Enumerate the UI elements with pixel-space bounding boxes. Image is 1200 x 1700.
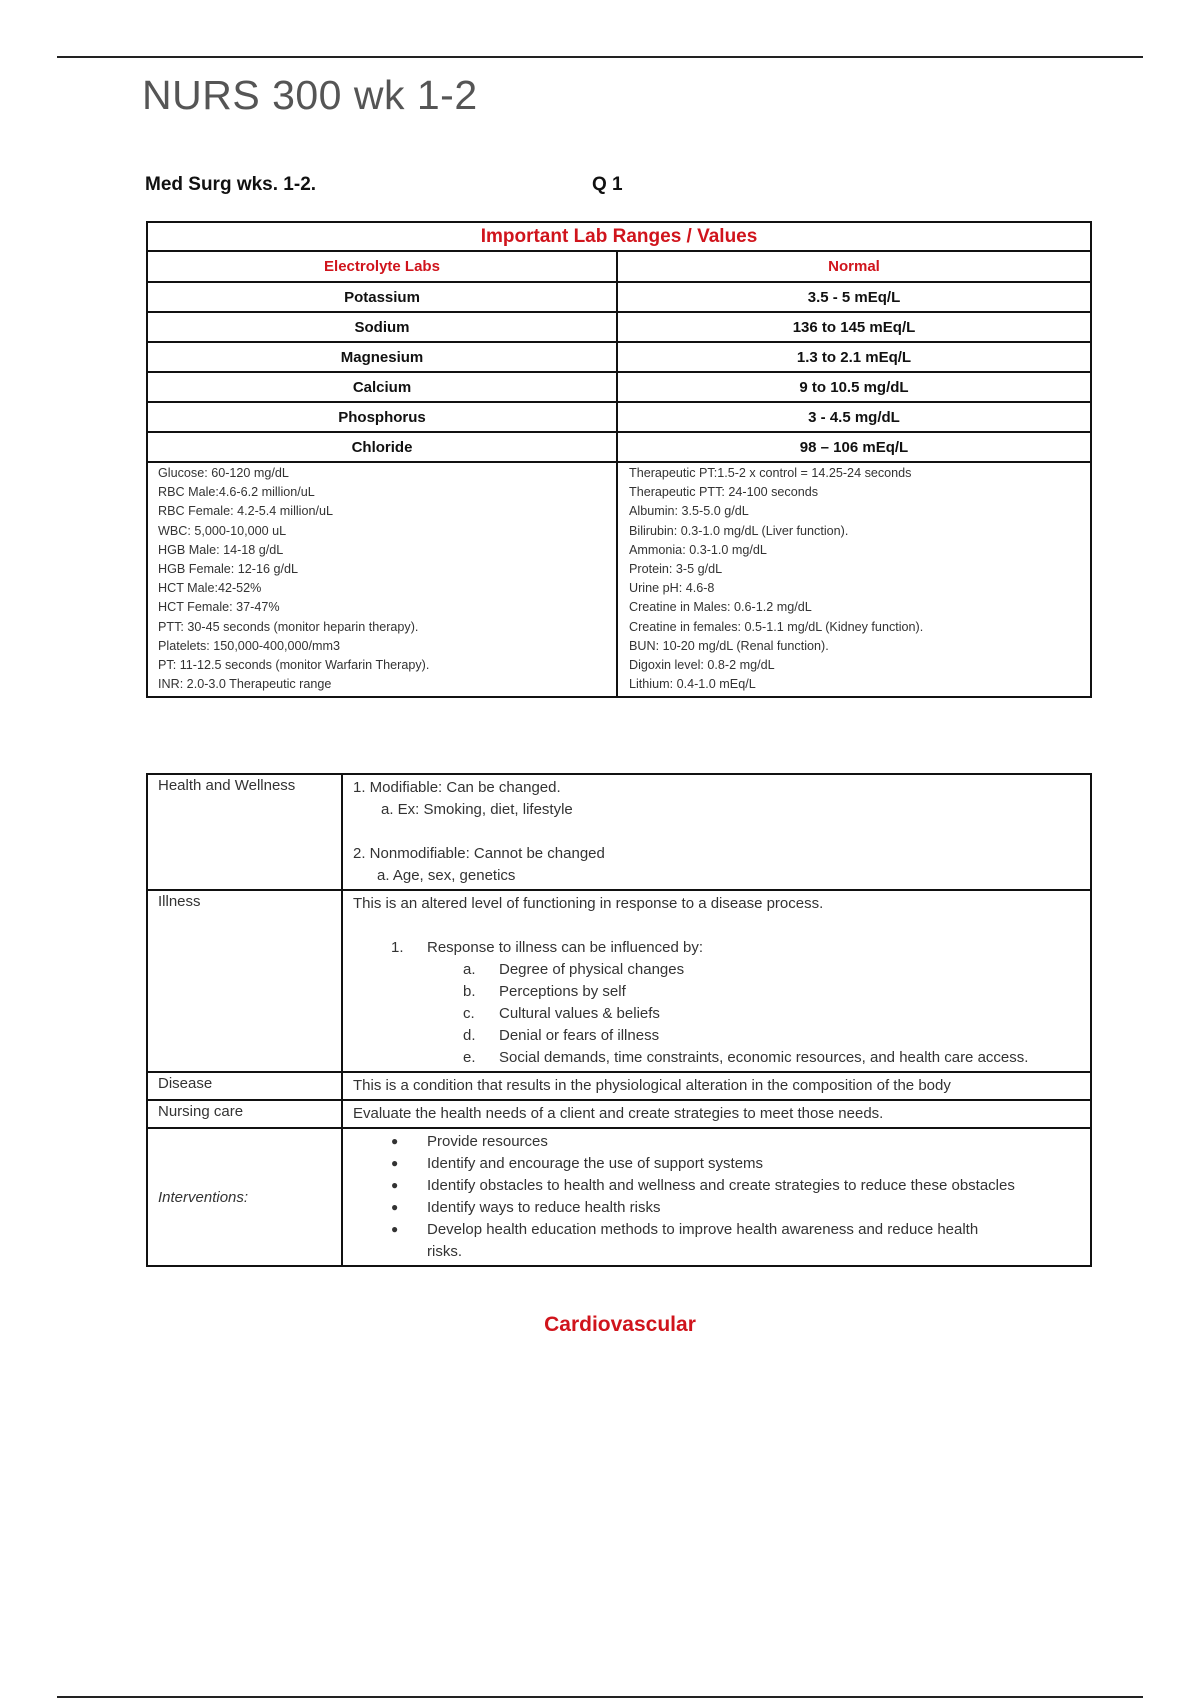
list-item: Albumin: 3.5-5.0 g/dL <box>629 504 749 519</box>
list-item: INR: 2.0-3.0 Therapeutic range <box>158 677 332 692</box>
list-item: a. Age, sex, genetics <box>377 867 516 884</box>
bullet-icon: ● <box>391 1222 399 1236</box>
list-item: HGB Male: 14-18 g/dL <box>158 542 284 557</box>
electrolyte-value: 3 - 4.5 mg/dL <box>617 402 1091 432</box>
definition-interventions <box>342 1128 1091 1266</box>
list-item-continuation: risks. <box>427 1243 462 1260</box>
list-item: HGB Female: 12-16 g/dL <box>158 562 299 577</box>
list-text: Response to illness can be influenced by: <box>427 939 704 956</box>
top-rule <box>57 56 1143 58</box>
list-item <box>353 1025 1080 1047</box>
list-item: Creatine in females: 0.5-1.1 mg/dL (Kidney function). <box>629 619 924 634</box>
term-interventions: Interventions: <box>147 1128 342 1266</box>
list-item <box>353 1003 1080 1025</box>
table-row <box>147 282 1091 312</box>
list-item: Digoxin level: 0.8-2 mg/dL <box>629 658 775 673</box>
electrolyte-value: 1.3 to 2.1 mEq/L <box>617 342 1091 372</box>
list-item: Urine pH: 4.6-8 <box>629 581 715 596</box>
electrolyte-value: 3.5 - 5 mEq/L <box>617 282 1091 312</box>
list-item: Ammonia: 0.3-1.0 mg/dL <box>629 542 767 557</box>
electrolyte-value: 9 to 10.5 mg/dL <box>617 372 1091 402</box>
list-letter: c. <box>463 1005 475 1022</box>
table-row <box>147 1128 1091 1266</box>
table-row <box>147 312 1091 342</box>
list-text: Identify ways to reduce health risks <box>427 1199 661 1216</box>
list-item <box>353 1219 1080 1241</box>
chemistry-lab-values-list <box>617 462 1091 697</box>
lab-ranges-table <box>146 221 1092 698</box>
list-item <box>353 1197 1080 1219</box>
column-header-electrolyte: Electrolyte Labs <box>147 251 617 282</box>
list-text: Identify and encourage the use of support systems <box>427 1155 764 1172</box>
list-item <box>353 1047 1080 1069</box>
definition-illness <box>342 890 1091 1072</box>
table-row <box>147 432 1091 462</box>
nursing-care-definition: Evaluate the health needs of a client and create strategies to meet those needs. <box>353 1105 884 1122</box>
definition-disease <box>342 1072 1091 1100</box>
list-item: Glucose: 60-120 mg/dL <box>158 466 289 480</box>
list-number: 1. <box>391 939 404 956</box>
term-illness: Illness <box>147 890 342 1072</box>
list-item <box>353 981 1080 1003</box>
list-text: Cultural values & beliefs <box>499 1005 660 1022</box>
blood-lab-values-list <box>147 462 617 697</box>
table-row <box>147 890 1091 1072</box>
column-header-normal: Normal <box>617 251 1091 282</box>
table-row <box>147 342 1091 372</box>
list-letter: b. <box>463 983 476 1000</box>
list-item: WBC: 5,000-10,000 uL <box>158 523 287 538</box>
list-item: PT: 11-12.5 seconds (monitor Warfarin Therapy). <box>158 658 430 673</box>
table-row <box>147 372 1091 402</box>
document-title: NURS 300 wk 1-2 <box>142 72 478 118</box>
list-item: Lithium: 0.4-1.0 mEq/L <box>629 677 756 692</box>
list-item: HCT Female: 37-47% <box>158 600 280 615</box>
lab-table-title: Important Lab Ranges / Values <box>147 222 1091 251</box>
table-row <box>147 774 1091 890</box>
term-disease: Disease <box>147 1072 342 1100</box>
table-row <box>147 1100 1091 1128</box>
electrolyte-value: 98 – 106 mEq/L <box>617 432 1091 462</box>
list-letter: e. <box>463 1049 476 1066</box>
illness-definition: This is an altered level of functioning in response to a disease process. <box>353 895 824 912</box>
bottom-rule <box>57 1696 1143 1698</box>
list-item: 2. Nonmodifiable: Cannot be changed <box>353 845 605 862</box>
electrolyte-name: Calcium <box>147 372 617 402</box>
list-item: Bilirubin: 0.3-1.0 mg/dL (Liver function). <box>629 523 849 538</box>
list-letter: a. <box>463 961 476 978</box>
list-item: Therapeutic PT:1.5-2 x control = 14.25-24 seconds <box>629 466 912 480</box>
bullet-icon: ● <box>391 1200 399 1214</box>
term-nursing-care: Nursing care <box>147 1100 342 1128</box>
electrolyte-name: Potassium <box>147 282 617 312</box>
list-item <box>353 959 1080 981</box>
list-item <box>353 1131 1080 1153</box>
table-row <box>147 402 1091 432</box>
electrolyte-name: Chloride <box>147 432 617 462</box>
course-subtitle: Med Surg wks. 1-2. <box>145 174 317 195</box>
list-text: Degree of physical changes <box>499 961 685 978</box>
list-text: Denial or fears of illness <box>499 1027 660 1044</box>
section-heading: Cardiovascular <box>544 1313 696 1336</box>
electrolyte-name: Phosphorus <box>147 402 617 432</box>
bullet-icon: ● <box>391 1178 399 1192</box>
list-item: Protein: 3-5 g/dL <box>629 562 723 577</box>
electrolyte-name: Sodium <box>147 312 617 342</box>
list-item: RBC Male:4.6-6.2 million/uL <box>158 485 315 500</box>
term-health-wellness: Health and Wellness <box>147 774 342 890</box>
electrolyte-value: 136 to 145 mEq/L <box>617 312 1091 342</box>
table-row <box>147 1072 1091 1100</box>
list-text: Develop health education methods to improve health awareness and reduce health <box>427 1221 979 1238</box>
list-text: Social demands, time constraints, economic resources, and health care access. <box>499 1049 1029 1066</box>
electrolyte-name: Magnesium <box>147 342 617 372</box>
list-item: HCT Male:42-52% <box>158 581 262 596</box>
list-item <box>353 1153 1080 1175</box>
bullet-icon: ● <box>391 1134 399 1148</box>
list-text: Identify obstacles to health and wellness and create strategies to reduce these obstacles <box>427 1177 1015 1194</box>
list-text: Perceptions by self <box>499 983 626 1000</box>
list-letter: d. <box>463 1027 476 1044</box>
list-item: a. Ex: Smoking, diet, lifestyle <box>381 801 573 818</box>
list-item: PTT: 30-45 seconds (monitor heparin therapy). <box>158 619 419 634</box>
bullet-icon: ● <box>391 1156 399 1170</box>
list-text: Provide resources <box>427 1133 548 1150</box>
list-item: RBC Female: 4.2-5.4 million/uL <box>158 504 333 519</box>
list-item: Creatine in Males: 0.6-1.2 mg/dL <box>629 600 812 615</box>
definition-health-wellness <box>342 774 1091 890</box>
list-item: Platelets: 150,000-400,000/mm3 <box>158 638 341 653</box>
definition-nursing-care <box>342 1100 1091 1128</box>
health-concepts-table <box>146 773 1092 1267</box>
disease-definition: This is a condition that results in the physiological alteration in the composition of the body <box>353 1077 951 1094</box>
question-label: Q 1 <box>592 174 623 195</box>
list-item: Therapeutic PTT: 24-100 seconds <box>629 485 819 500</box>
list-item <box>353 1175 1080 1197</box>
list-item <box>353 937 1080 959</box>
list-item: BUN: 10-20 mg/dL (Renal function). <box>629 638 829 653</box>
list-item: 1. Modifiable: Can be changed. <box>353 779 561 796</box>
